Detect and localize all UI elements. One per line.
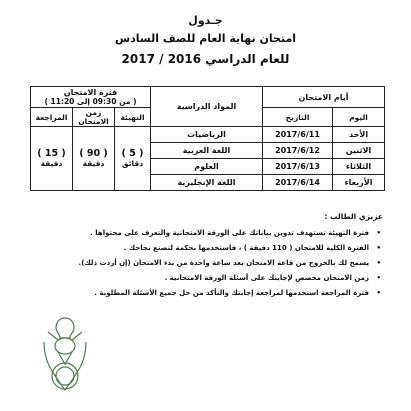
notes-list <box>33 226 383 301</box>
list-item: • فترة المراجعة استخدمها لمراجعة إجابتك والتأكد من حل جميع الأسئلة المطلوبة . <box>33 286 369 301</box>
subject-cell: الرياضيات <box>151 127 263 143</box>
review-duration-cell <box>31 127 73 191</box>
subject-cell: اللغة الإنجليزية <box>151 175 263 191</box>
subject-cell: العلوم <box>151 159 263 175</box>
exam-schedule-table <box>30 86 385 191</box>
period-header <box>31 87 151 108</box>
period-time: ( من 09:30 إلى 11:20 ) <box>44 97 137 106</box>
exam-value: ( 90 ) <box>79 148 108 160</box>
day-column-header: اليوم <box>333 108 385 127</box>
exam-duration-cell <box>73 127 115 191</box>
date-cell: 2017/6/13 <box>263 159 333 175</box>
doc-title-year: للعام الدراسي 2016 / 2017 <box>121 52 290 66</box>
doc-title-schedule: جـدول <box>188 14 223 27</box>
date-cell: 2017/6/11 <box>263 127 333 143</box>
subject-cell: اللغة العربية <box>151 143 263 159</box>
list-item: • فترة التهيئة تستهدف تدوين بياناتك على الورقة الامتحانية والتعرف على محتواها . <box>33 226 369 241</box>
day-cell: الاثنين <box>333 143 385 159</box>
list-item: • زمن الامتحان مخصص لإجابتك على أسئلة الورقة الامتحانية . <box>33 271 369 286</box>
day-cell: الأربعاء <box>333 175 385 191</box>
exam-unit: دقيقة <box>82 158 105 168</box>
review-value: ( 15 ) <box>37 148 66 160</box>
table-row <box>31 127 385 143</box>
student-notes <box>33 209 383 301</box>
list-item: • الفترة الكلية للامتحان ( 110 دقيقة ) ، فاستخدمها بحكمة لتصنع نجاحك . <box>33 241 369 256</box>
date-column-header: التاريخ <box>263 108 333 127</box>
official-seal-icon <box>36 312 94 392</box>
day-cell: الثلاثاء <box>333 159 385 175</box>
review-unit: دقيقة <box>40 158 63 168</box>
date-cell: 2017/6/12 <box>263 143 333 159</box>
days-header: أيام الامتحان <box>263 87 385 108</box>
doc-title-exam: امتحان نهاية العام للصف السادس <box>114 32 297 45</box>
day-cell: الأحد <box>333 127 385 143</box>
prep-column-header: التهيئة <box>115 108 151 127</box>
date-cell: 2017/6/14 <box>263 175 333 191</box>
exam-time-column-header: زمن الامتحان <box>73 108 115 127</box>
prep-value: ( 5 ) <box>121 148 144 160</box>
list-item: • يسمح لك بالخروج من قاعة الامتحان بعد ساعة واحدة من بدء الامتحان (إن أردت ذلك). <box>33 256 369 271</box>
prep-unit: دقائق <box>121 158 144 168</box>
notes-title: عزيزي الطالب : <box>324 212 383 221</box>
review-column-header: المراجعة <box>31 108 73 127</box>
period-title: فترة الامتحان <box>63 88 118 97</box>
subjects-header: المواد الدراسية <box>151 87 263 127</box>
prep-duration-cell <box>115 127 151 191</box>
